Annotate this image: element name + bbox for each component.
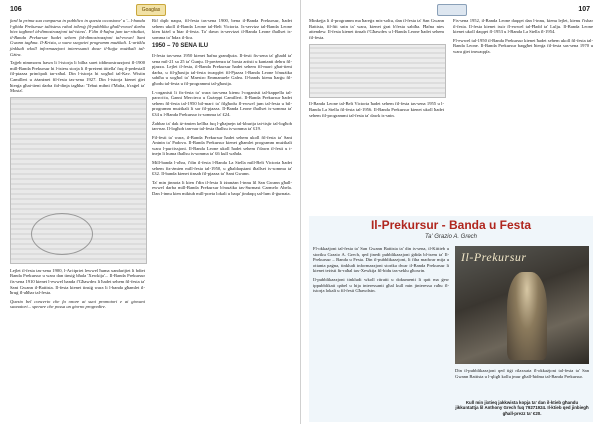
paragraph: Mill-banda l-oħra, f'din il-festa l-Banda La Stella mill-Belt Victoria ħadet sehem fiz-żmien mill-festa tal-1950, u għaldaqstant tħallset is-somma ta' £32. Il-banda kienet tinsab fil-pjazza ta' Sant Gwann.	[152, 160, 292, 177]
paragraph: Tajjeb nimmorru hawn li l-istorja li bilha saret iddimostrazzjoni fl-1900 mill-Banda Prekursur hi l-istess storja li fl-preżent tittella' fuq il-pedestall fil-piazza prinċipali tar-raħal. Din l-istorja hi xogħol tal-Kav. Wistin Camilleri u żżanżnet fil-festa tas-sena 1927. Din l-istorja kienet ġiet ħierġa għat-tieni darba fid-dinja tagħha: 'Tebut mibni f'Malta, b'raġel ta' Mosta'.	[10, 60, 145, 94]
paragraph: Questo bel concerto che fa onore ai suoi promotori e ai giovani suonatori... sperare che possa un giorno progredire.	[10, 298, 145, 310]
feature-text-continued	[455, 368, 589, 382]
saint-statue-figure	[507, 272, 547, 360]
paragraph: Minkejja li il-programm ma ħareġx mis-soltu, dan il-festa ta' San Gwann Battista, fil-ftit snin ta' wara, kienet ġrat b'festa sabiħa. Ħafna nies attendew. Il-festa kienet tinsab f'Għawdex u l-Banda Leone ħadet sehem fil-festa.	[309, 18, 444, 40]
paragraph: Żabbar ta' dak iż-żmien kellha fuq l-għajnejn tal-kburija tat-tisjir tal-logħob tan-nar. Il-logħob tan-nar tal-festa tħallsu is-somma ta' £19.	[152, 120, 292, 132]
paragraph: Il-pubblikazzjoni tinkludi wkoll ritratti u dokumenti li qatt ma ġew ippubblikati qabel u hija interessanti għal kull min jinteressa ruħu fl-istorja lokali u fil-festi Għawdxin.	[313, 276, 449, 294]
book-cover-title: Il-Prekursur	[461, 250, 527, 264]
page-number-left: 106	[10, 6, 22, 13]
paragraph: Fis-sena 1952, il-Banda Leone daqqet dan l-innu, kienu lejlet, kienu f'isbar il-festa. Il-festa kienet issir fl-ewwel tal-Ħadd ta' Lulju. Il-Banda Leone kienet ukoll daqqet fl-1953 u l-Banda La Stella fl-1954.	[453, 18, 593, 35]
section-heading: 1950 – 70 SENA ILU	[152, 43, 209, 50]
paragraph: Lejlet il-festa tas-sena 1900, l-Arċipriet lewwel ħuma xandarijiet li bdiet Banda Prekursur u wara dan tinsiġ bħala 'Xewkija'... Il-Banda Prekursur fis-sena 1910 kienet l-ewwel banda f'Għawdex li ħadet sehem fil-festa ta' Sant Gwann il-Battista. Il-festa kienet tinsiġ wara li l-banda għamlet il-ħruġ fl-aħħar tal-festa.	[10, 267, 145, 296]
feature-author: Ta' Grazio A. Grech	[424, 234, 478, 240]
seal-icon	[31, 213, 93, 255]
feature-text	[313, 246, 449, 297]
right-column-2	[453, 18, 593, 58]
paragraph: Il-Banda Leone tal-Belt Victoria ħadet sehem fil-festa tas-sena 1955 u l-Banda La Stella fil-festa tal-1956. Il-Banda Prekursur kienet ukoll ħadet sehem fil-programmi tal-festa ta' dawk is-snin.	[309, 101, 444, 118]
paragraph: Fl-ewwel tal-1950 il-Banda Prekursur kienet ħadet sehem ukoll fil-festa tal-Banda Leone. Il-Banda Prekursur baqgħet ħierġa fil-festa sas-sena 1970 u wara ġiet imwaqqfa.	[453, 37, 593, 54]
paragraph: fard la prima sua comparsa in pubblico in questa occasione' u '...l-banda l-għida Prekursur taltistess rahal toħroġ fil-pubbliku għall-ewwel darba biex tagħmel id-dimostrazzjoni tal-istess'. F'din il-ħafna jum tar-riżultat, il-Banda Prekursur ħadet sehem fid-dimostrazzjoni tal-ewwel Sant Gwann tagħna. Il-Kristu, u wara ssegwiet programm mużikali. L-artiklu jinkludi wkoll informazzjoni interessanti dwar il-ħajja mużikali tal-Gżira.	[10, 18, 145, 57]
left-column-1	[10, 18, 145, 313]
right-column-1	[309, 18, 444, 121]
page-number-right: 107	[578, 6, 590, 13]
paragraph: Rif dqib naqra, fil-festa tas-sena 1900, bena il-Banda Prekursur, ħadet sehem ukoll il-Banda Leone tal-Belt Victoria. Is-servizz tal-Banda Leone kien kiżel u ħtar il-festa. Ta' dawn is-servizzi il-Banda Leone tħallset is-somma ta' ħdax il-lira.	[152, 18, 292, 40]
book-cover-image	[455, 246, 589, 364]
paragraph: Ta' min jinnota li kien f'din il-festa li żżanżan l-innu lil San Gwann għall-ewwel darba mill-Banda Prekursur b'mużika tas-Surmast Carmelo Abela. Dan l-innu kien miktub mill-poeta lokali u baqa' jindaqq sal-lum il-ġurnata.	[152, 179, 292, 197]
paragraph: Fl-okkażjoni tal-festa ta' San Gwann Battista ta' din is-sena, il-Kittieb u storiku Grazio A. Grech, qed jinedi pubblikazzjoni ġdida bl-isem ta' Il-Prekursur – Banda u Festa. Din il-pubblikazzjoni, li fiha madwar mija u ottanta paġna, tinkludi informazzjoni storika dwar il-Banda Prekursur li kienet teżisti fir-raħal tax-Xewkija fil-bidu tas-seklu għoxrin.	[313, 246, 449, 274]
left-column-2	[152, 18, 292, 200]
magazine-logo: Goaglas	[136, 4, 166, 16]
paragraph: L-organisti li fis-festa ta' wara tas-sena kienu l-organisti tal-kappella tal-parroċċa, Ġanni Mercieca u Ġużeppi Camilleri. Il-Banda Prekursur ħadet sehem fil-festa tal-1950 bil-marċ ta' filgħodu fl-ewwel jum tal-festa u bil-programm mużikali li sar fil-pjazza. Il-Banda Leone tħallset is-somma ta' £34 u l-Banda Prekursur is-somma ta' £24.	[152, 89, 292, 117]
newspaper-scan-image	[10, 97, 147, 264]
header-ornament	[437, 4, 467, 16]
right-page	[300, 0, 600, 424]
paragraph: Il-festa tas-sena 1950 kienet ħafna grandjuża. Il-festi fis-sena ta' għadd ta' sena mil-21 sa 25 ta' Ġunju. Il-preżenza ta' bosta artisti u kantanti dehru fil-pjazza. Lejlet il-festa, il-Banda Prekursur ħadet sehem fil-marċ għat-tieni darba, u fil-għaxija tal-festa twaqqfet fil-Pjazza l-Banda Leone b'mużika sabiħa u xogħol ta' Maestro Emmanuele Galea. Il-bands kienu ħarġu fil-għodu tal-festa u fil-programmi tal-għaxija.	[152, 52, 292, 86]
paragraph: Fil-festi ta' wara, il-Banda Prekursur ħadet sehem ukoll fil-festa ta' Sant Antnin ta' Padova. Il-Banda Prekursur kienet għamlet programm mużikali wara l-purċissjoni. Il-Banda Leone ukoll ħadet sehem f'dawn il-festi u t-tnejn li huma tħallsu is-somma ta' £6 kull waħda.	[152, 134, 292, 157]
newspaper-scan-image	[309, 44, 446, 98]
order-note: Kull min jixtieq jakkwista kopja ta' dan il-ktieb għandu jikkuntattja lil Anthony Grech fuq 79271924. Il-ktieb qed jinbiegħ għall-prezz ta' €20.	[455, 400, 589, 416]
feature-title: Il-Prekursur - Banda u Festa	[370, 218, 532, 232]
book-feature-box	[309, 214, 593, 422]
paragraph: Din il-pubblikazzjoni qed tiġi rilaxxata fl-okkażjoni tal-festa ta' San Gwann Battista u l-qligħ kollu jmur għall-ħidma tal-Banda Prekursur.	[455, 368, 589, 379]
